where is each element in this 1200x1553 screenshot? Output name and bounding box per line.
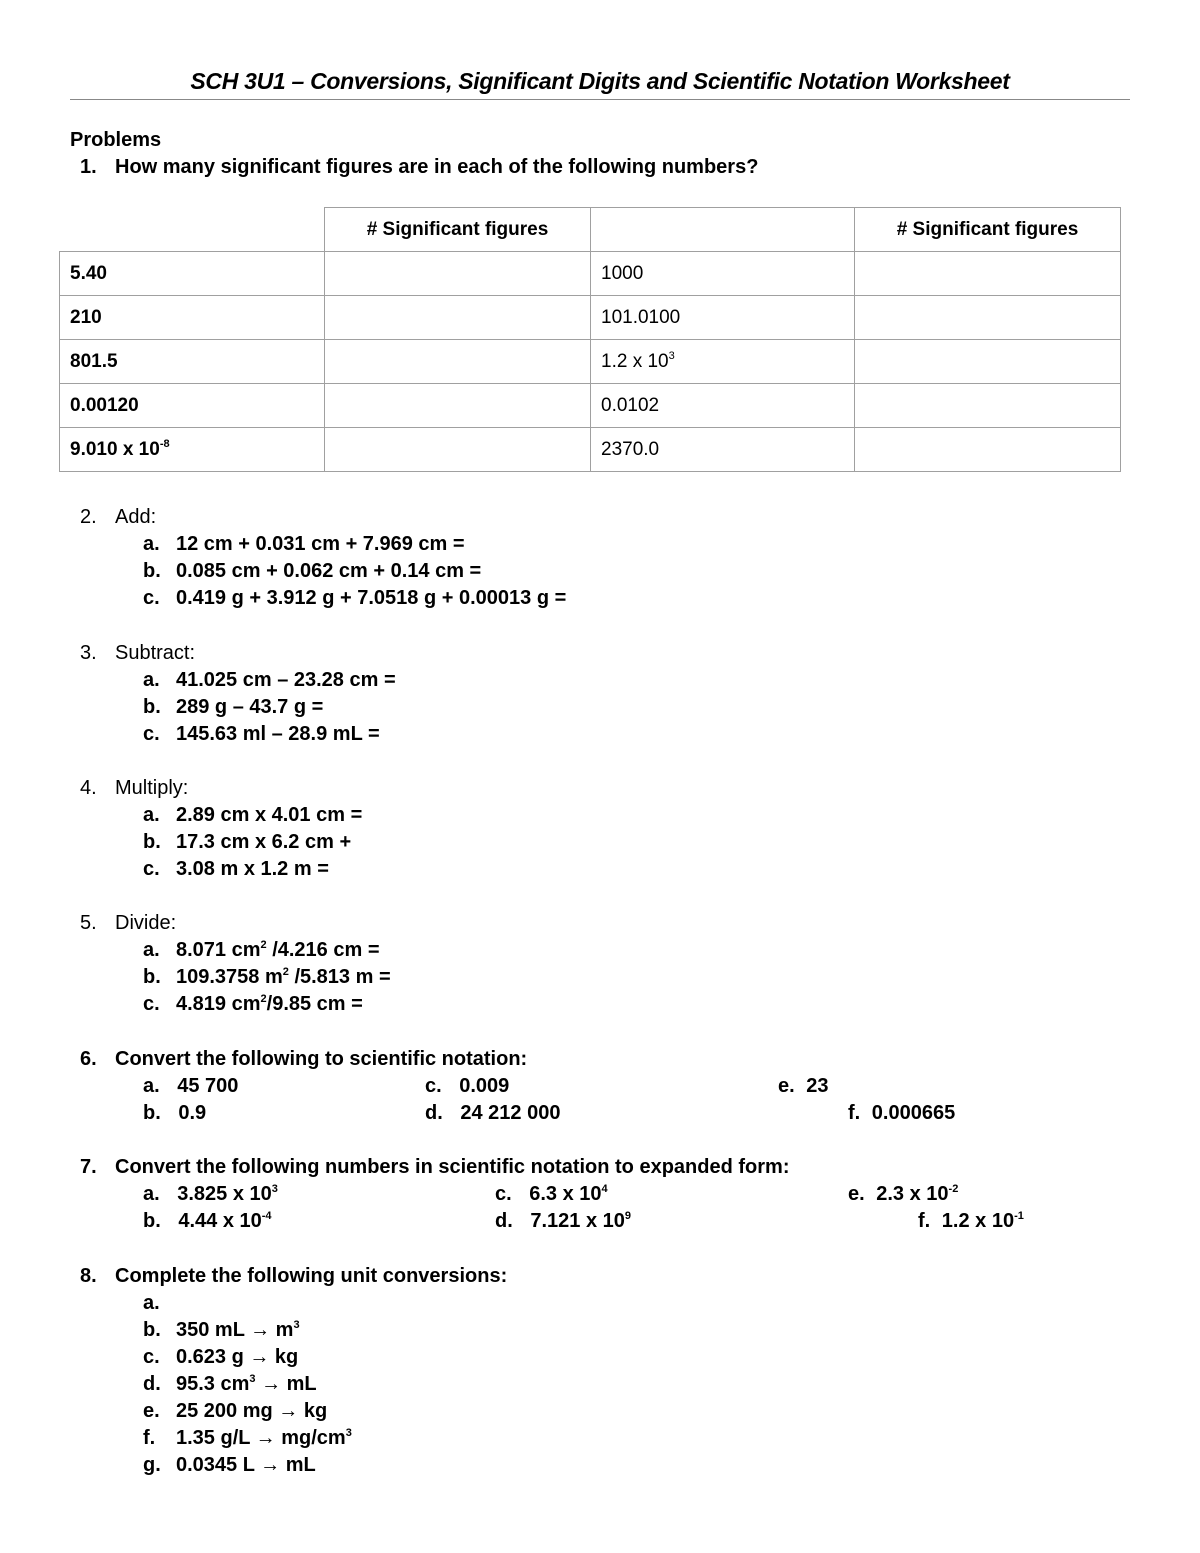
question-title: Divide: [115,912,177,934]
question-number: 7. [80,1156,97,1178]
question-number: 1. [80,156,97,178]
item-letter: b. [143,831,161,853]
item-text: 1.2 x 10 [941,1210,1015,1232]
list-item [80,721,380,748]
item-letter: a. [143,1075,160,1097]
item-text-part: 109.3758 m [176,966,283,988]
item-row [80,1181,1120,1208]
item-text [176,1371,317,1398]
item-text: 6.3 x 10 [529,1183,602,1205]
question-7 [80,1154,1120,1235]
item-text-part: /5.813 m = [288,966,391,988]
list-item [80,1452,507,1479]
item-letter: b. [143,1319,161,1341]
item-letter: b. [143,560,161,582]
question-number: 6. [80,1048,97,1070]
item-text: 25 200 mg → kg [176,1400,328,1422]
list-item [80,856,329,883]
item-text: 0.0345 L → mL [176,1454,316,1476]
answer-cell[interactable] [325,428,591,472]
item-letter: c. [143,858,160,880]
list-item [80,964,391,991]
table-number-cell: 801.5 [60,340,325,384]
list-item [495,1208,631,1235]
table-header-sig-figs-left: # Significant figures [325,208,591,252]
question-number: 5. [80,912,97,934]
item-letter: a. [143,939,160,961]
question-number: 4. [80,777,97,799]
answer-cell[interactable] [855,252,1121,296]
table-number-cell: 2370.0 [591,428,855,472]
exponent: 3 [293,1319,300,1331]
table-row [60,296,1121,340]
question-title: Subtract: [115,642,196,664]
list-item [778,1073,829,1100]
list-item [425,1073,509,1100]
list-item [848,1181,958,1208]
question-number: 8. [80,1265,97,1287]
item-text: 7.121 x 10 [530,1210,625,1232]
item-text: 2.3 x 10 [876,1183,949,1205]
item-letter: b. [143,966,161,988]
item-text-part: 8.071 cm [176,939,261,961]
item-text: 0.085 cm + 0.062 cm + 0.14 cm = [176,560,482,582]
page-title: SCH 3U1 – Conversions, Significant Digits and Scientific Notation Worksheet [190,68,1010,94]
item-text [176,937,380,964]
list-item [80,1425,507,1452]
question-2 [80,504,567,612]
item-text-part: 4.819 cm [176,993,261,1015]
item-text-part: /4.216 cm = [266,939,380,961]
answer-cell[interactable] [855,428,1121,472]
item-row [80,1100,1080,1127]
item-text-part: /9.85 cm = [266,993,363,1015]
list-item [80,802,363,829]
item-text: 4.44 x 10 [178,1210,262,1232]
list-item [425,1100,560,1127]
list-item [495,1181,608,1208]
answer-cell[interactable] [855,340,1121,384]
item-text [176,1425,352,1452]
item-letter: e. [778,1075,795,1097]
item-text-part: 350 mL → m [176,1319,294,1341]
item-text-part: 1.35 g/L → mg/cm [176,1427,346,1449]
table-header-blank [60,208,325,252]
question-number: 3. [80,642,97,664]
question-1 [80,156,758,179]
list-item [80,694,324,721]
item-letter: c. [495,1183,512,1205]
item-text: 3.825 x 10 [177,1183,272,1205]
item-letter: a. [143,1292,160,1314]
list-item [80,1317,507,1344]
exponent: 2 [260,993,267,1005]
list-item [80,1371,507,1398]
item-text: 2.89 cm x 4.01 cm = [176,804,363,826]
item-text: 0.000665 [871,1102,956,1124]
answer-cell[interactable] [325,340,591,384]
list-item [80,558,482,585]
list-item [143,1073,238,1100]
question-title: Complete the following unit conversions: [115,1265,508,1287]
list-item [80,829,352,856]
number-base: 9.010 x 10 [70,438,160,460]
item-letter: a. [143,533,160,555]
list-item [918,1208,1024,1235]
item-letter: c. [425,1075,442,1097]
exponent: -4 [261,1210,272,1222]
item-text [176,964,391,991]
table-row [60,384,1121,428]
list-item [143,1100,206,1127]
list-item [80,1290,507,1317]
item-letter: f. [918,1210,931,1232]
item-letter: e. [848,1183,865,1205]
question-6 [80,1046,1080,1127]
table-number-cell: 210 [60,296,325,340]
item-letter: d. [495,1210,513,1232]
list-item [80,937,380,964]
answer-cell[interactable] [855,384,1121,428]
item-letter: f. [143,1427,156,1449]
exponent: 3 [271,1183,278,1195]
question-4 [80,775,363,883]
item-text [176,1317,300,1344]
question-8 [80,1263,507,1479]
problems-heading: Problems [70,129,162,151]
item-letter: e. [143,1400,160,1422]
question-number: 2. [80,506,97,528]
item-text: 0.9 [178,1102,207,1124]
item-row [80,1073,1080,1100]
item-letter: c. [143,723,160,745]
exponent: 2 [260,939,267,951]
table-number-cell: 0.00120 [60,384,325,428]
table-header-blank [591,208,855,252]
question-title: Convert the following numbers in scientific notation to expanded form: [115,1156,790,1178]
item-text: 17.3 cm x 6.2 cm + [176,831,352,853]
item-text: 145.63 ml – 28.9 mL = [176,723,380,745]
item-letter: d. [143,1373,161,1395]
item-text-part: 95.3 cm [176,1373,250,1395]
table-number-cell: 0.0102 [591,384,855,428]
exponent: 3 [249,1373,256,1385]
question-title: Convert the following to scientific notation: [115,1048,528,1070]
number-base: 1.2 x 10 [601,350,669,372]
item-letter: a. [143,669,160,691]
table-header-sig-figs-right: # Significant figures [855,208,1121,252]
item-letter: g. [143,1454,161,1476]
list-item [848,1100,955,1127]
item-text: 289 g – 43.7 g = [176,696,324,718]
table-number-cell: 5.40 [60,252,325,296]
list-item [80,667,396,694]
item-text: 12 cm + 0.031 cm + 7.969 cm = [176,533,465,555]
exponent: 9 [624,1210,631,1222]
item-text: 24 212 000 [460,1102,561,1124]
item-text: 23 [806,1075,829,1097]
item-row [80,1208,1120,1235]
item-text-part: → mL [255,1373,317,1395]
answer-cell[interactable] [325,252,591,296]
item-letter: d. [425,1102,443,1124]
answer-cell[interactable] [325,384,591,428]
list-item [80,585,567,612]
table-row [60,252,1121,296]
question-3 [80,640,396,748]
exponent: 2 [282,966,289,978]
exponent: -2 [948,1183,959,1195]
item-letter: b. [143,1102,161,1124]
question-5 [80,910,391,1018]
item-letter: a. [143,804,160,826]
question-text: How many significant figures are in each of the following numbers? [115,156,759,178]
item-text: 0.419 g + 3.912 g + 7.0518 g + 0.00013 g = [176,587,567,609]
table-number-cell [60,428,325,472]
item-letter: c. [143,1346,160,1368]
item-text: 45 700 [177,1075,239,1097]
item-letter: c. [143,587,160,609]
question-title: Add: [115,506,157,528]
item-letter: b. [143,696,161,718]
table-number-cell [591,340,855,384]
exponent: -8 [159,437,170,450]
answer-cell[interactable] [855,296,1121,340]
list-item [80,991,363,1018]
title-divider [70,99,1130,100]
exponent: 4 [601,1183,608,1195]
list-item [80,1398,507,1425]
item-text: 3.08 m x 1.2 m = [176,858,329,880]
question-title: Multiply: [115,777,189,799]
table-number-cell: 101.0100 [591,296,855,340]
item-letter: c. [143,993,160,1015]
list-item [80,1344,507,1371]
item-letter: b. [143,1210,161,1232]
sig-fig-table [59,207,1121,472]
exponent: -1 [1014,1210,1024,1222]
list-item [80,531,465,558]
item-letter: f. [848,1102,861,1124]
item-text [176,991,363,1018]
item-text: 0.623 g → kg [176,1346,299,1368]
table-row [60,340,1121,384]
table-header-row [60,208,1121,252]
answer-cell[interactable] [325,296,591,340]
list-item [143,1181,278,1208]
table-number-cell: 1000 [591,252,855,296]
item-text: 0.009 [459,1075,510,1097]
item-text: 41.025 cm – 23.28 cm = [176,669,396,691]
exponent: 3 [345,1427,352,1439]
list-item [143,1208,272,1235]
table-row [60,428,1121,472]
item-letter: a. [143,1183,160,1205]
exponent: 3 [668,349,675,362]
